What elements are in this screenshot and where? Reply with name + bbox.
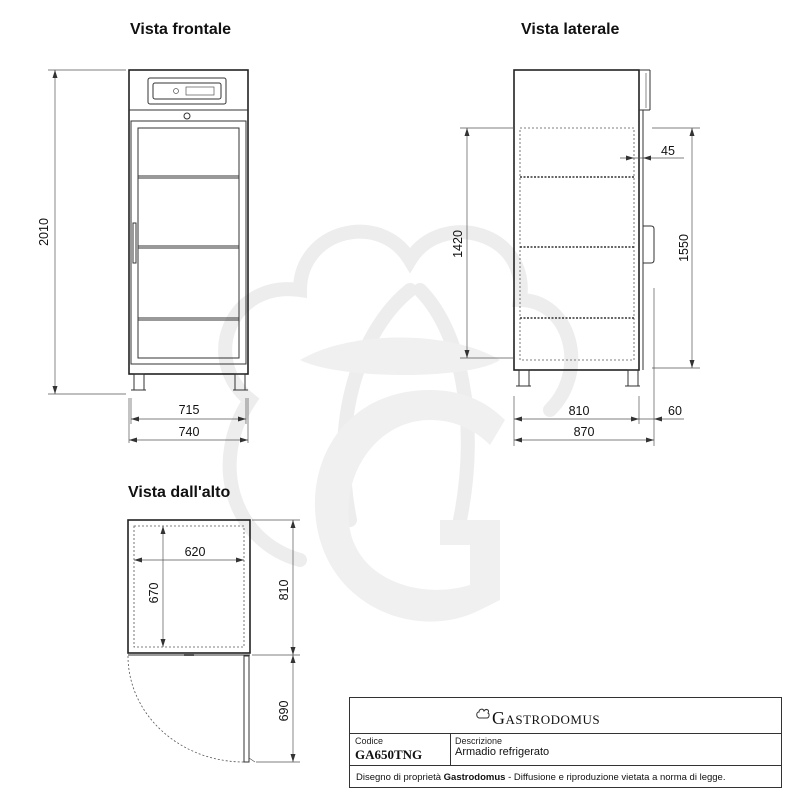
description-value: Armadio refrigerato [455,746,550,758]
top-view-title: Vista dall'alto [128,484,231,501]
dim-top-inner-depth: 670 [147,582,161,604]
code-label: Codice [355,736,384,746]
front-view-title: Vista frontale [130,21,232,38]
dim-side-shelf-height: 1420 [451,230,465,258]
dim-front-width-outer: 740 [178,425,200,439]
dim-top-inner-width: 620 [184,545,206,559]
code-value: GA650TNG [355,747,423,762]
dim-front-height: 2010 [37,218,51,246]
copyright-brand: Gastrodomus [443,772,506,783]
copyright-suffix: - Diffusione e riproduzione vietata a norma di legge. [505,772,726,783]
dim-top-depth: 810 [277,579,291,601]
code-cell [350,734,451,765]
chef-hat-logo-icon [476,707,490,721]
dim-front-width-inner: 715 [178,403,200,417]
side-view-title: Vista laterale [521,21,620,38]
copyright-prefix: Disegno di proprietà [356,772,444,783]
copyright-notice [356,772,725,783]
dim-side-depth-inner: 810 [568,404,590,418]
dim-side-door-offset: 45 [661,144,675,158]
title-block [349,697,782,788]
dim-side-handle-height: 1550 [677,234,691,262]
title-block-info-row [350,734,781,766]
brand-name: Gastrodomus [492,708,601,728]
description-label: Descrizione [455,736,503,746]
dim-side-handle-depth: 60 [668,404,682,418]
dim-top-door-swing: 690 [277,700,291,722]
dim-side-depth-outer: 870 [573,425,595,439]
title-block-brand-row [350,698,781,734]
